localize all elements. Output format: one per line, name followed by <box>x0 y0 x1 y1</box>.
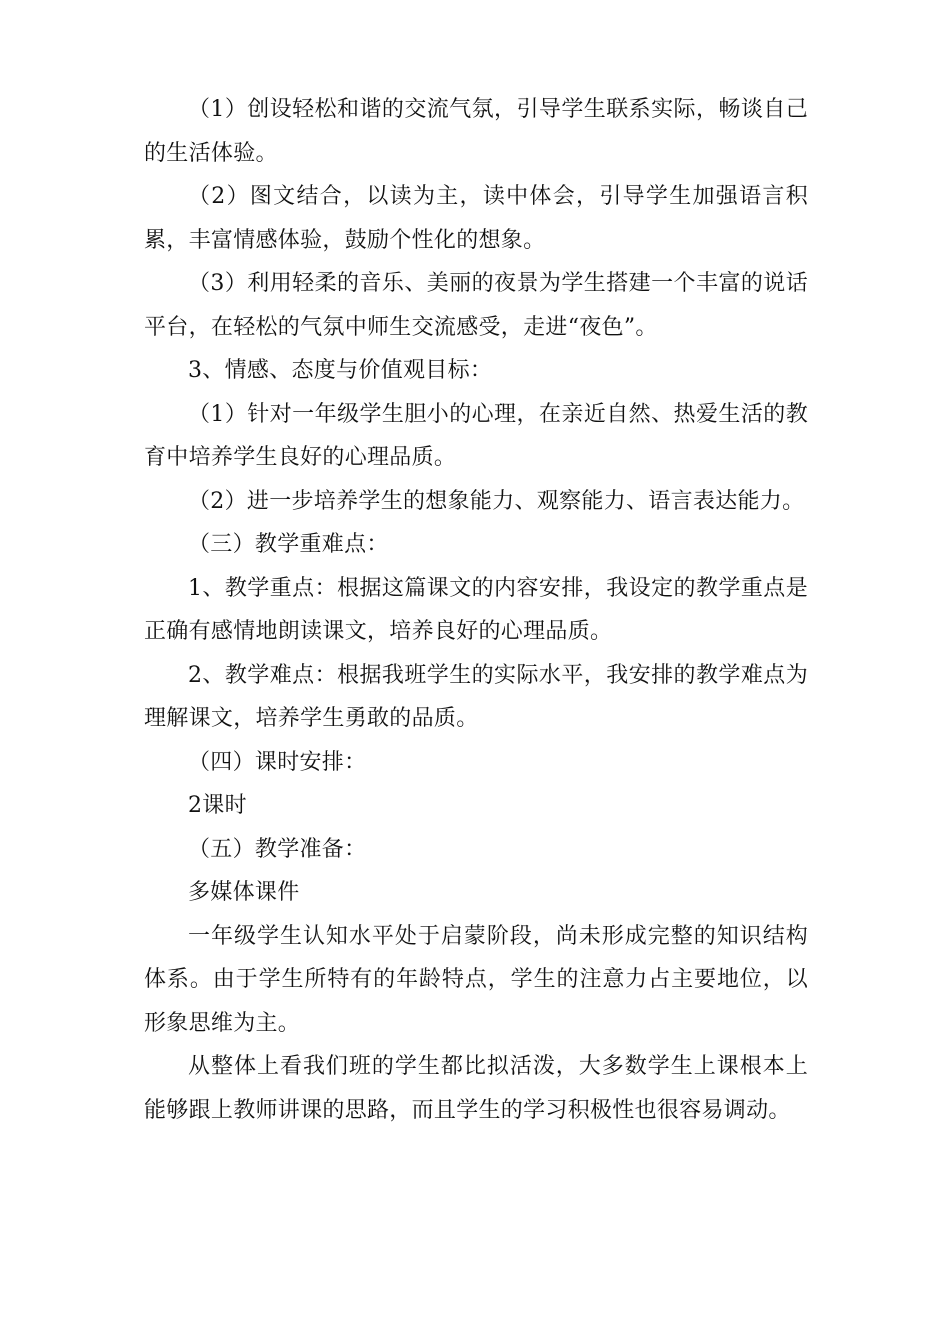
paragraph-psychological-quality: （1）针对一年级学生胆小的心理，在亲近自然、热爱生活的教育中培养学生良好的心理品质。 <box>144 401 808 470</box>
paragraph-class-overview: 从整体上看我们班的学生都比拟活泼，大多数学生上课根本上能够跟上教师讲课的思路，而且学生的学习积极性也很容易调动。 <box>144 1054 808 1123</box>
paragraph-preparation-value: 多媒体课件 <box>188 880 300 905</box>
paragraph-student-level: 一年级学生认知水平处于启蒙阶段，尚未形成完整的知识结构体系。由于学生所特有的年龄特点，学生的注意力占主要地位，以形象思维为主。 <box>144 923 808 1036</box>
paragraph-key-point: 1、教学重点：根据这篇课文的内容安排，我设定的教学重点是正确有感情地朗读课文，培养良好的心理品质。 <box>144 575 808 644</box>
paragraph-schedule-value: 2课时 <box>188 793 247 818</box>
paragraph-music-scene: （3）利用轻柔的音乐、美丽的夜景为学生搭建一个丰富的说话平台，在轻松的气氛中师生交流感受，走进“夜色”。 <box>144 271 808 340</box>
heading-preparation: （五）教学准备： <box>188 836 367 862</box>
paragraph-reading-method: （2）图文结合，以读为主，读中体会，引导学生加强语言积累，丰富情感体验，鼓励个性化的想象。 <box>144 184 808 253</box>
heading-schedule: （四）课时安排： <box>188 749 367 775</box>
heading-emotion-goals: 3、情感、态度与价值观目标： <box>188 358 493 383</box>
document-body <box>144 88 808 1132</box>
heading-key-difficulties: （三）教学重难点： <box>188 532 389 557</box>
paragraph-creating-atmosphere: （1）创设轻松和谐的交流气氛，引导学生联系实际，畅谈自己的生活体验。 <box>144 97 808 166</box>
paragraph-difficulty: 2、教学难点：根据我班学生的实际水平，我安排的教学难点为理解课文，培养学生勇敢的品质。 <box>144 662 808 731</box>
paragraph-abilities: （2）进一步培养学生的想象能力、观察能力、语言表达能力。 <box>188 488 805 514</box>
